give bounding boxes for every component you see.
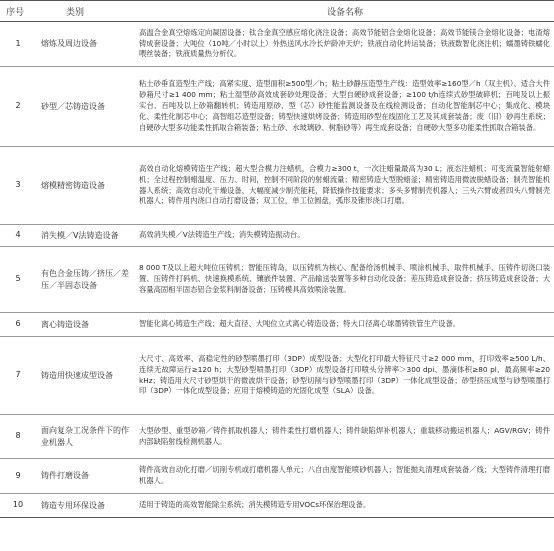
row-number: 8 bbox=[0, 415, 36, 459]
table-row bbox=[0, 67, 554, 147]
row-description: 粘土砂垂直造型生产线；高紧实度、造型面积≥500型／h；粘土砂静压造型生产线：造型效率≥160型／h（双主机）、适合大件砂箱尺寸≥1 400 mm；粘土湿型砂高效成套砂处理设备；大型自硬砂成套设备；≥100 t/h连续式砂型破碎机；百吨及以上振实台、百吨及以上砂箱翻转机；铸造用原砂、型（芯）砂性能监测设备及在线检测设备；自动化智能制芯中心；集成化、模块化、柔性化制芯中心；高智组芯造型设备；铸型快速烘烤设备；铸造用砂型在线固化工艺及其成套装备；废（旧）砂再生系统；自硬砂大型多功能柔性抓取合箱装备；粘土砂、水玻璃砂、树脂砂等）再生成套设备；自硬砂大型多功能柔性抓取合箱装备。 bbox=[136, 67, 554, 147]
row-description: 高效消失模／V法铸造生产线；消失模铸造振动台。 bbox=[136, 225, 554, 247]
row-description: 高效自动化熔模铸造生产线；超大型合模力注蜡机，合模力≥300 t，一次注蜡量最高为30 L；液态注蜡机；可变流量智能射蜡机；全过程控制蜡温度、压力、时间，控制不同阶段的射蜡流量；精密铸造大型脱蜡釜；精密铸造用微波脱蜡设备；制壳智能机器人系统；高效自动化干燥设备，大幅度减少制壳能耗，降低操作技能要求；多头多臂制壳机器人；三头六臂或者四头八臂制壳机器人；铸件用内浇口自动打磨设备；双工位，单工位圆盘，弧形及锥形浇口打磨。 bbox=[136, 147, 554, 225]
row-description: 高温合金真空熔炼定向凝固设备；钛合金真空感应熔化浇注设备；高效节能铝合金熔化设备；高效节能镁合金熔化设备；电渣熔铸成套设备；大吨位（10吨／小时以上）外热送风水冷长炉龄冲天炉；铁液自动化转运装备；铁液数智化浇注机；蠕墨铸铁蠕化喂丝装备；铁液质量热分析仪。 bbox=[136, 22, 554, 67]
row-category: 面向复杂工况条件下的作业机器人 bbox=[36, 415, 136, 459]
table-row bbox=[0, 459, 554, 494]
row-description: 8 000 T及以上超大吨位压铸机；智能压铸岛，以压铸机为核心、配备给汤机械手、喷涂机械手、取件机械手、压铸件切浇口装置、压铸件打码机、快速换模系统、镶嵌件装置、产品输送装置等多种自动化设备；差压铸造成套设备；挤压铸造成套设备；大容量高固相半固态铝合金浆料制备设备；压铸模具高效喷涂装置。 bbox=[136, 247, 554, 313]
table-row bbox=[0, 22, 554, 67]
row-number: 3 bbox=[0, 147, 36, 225]
table-row bbox=[0, 337, 554, 415]
header-equipment-name: 设备名称 bbox=[136, 1, 554, 22]
row-number: 5 bbox=[0, 247, 36, 313]
header-serial-number: 序号 bbox=[0, 1, 36, 22]
row-number: 9 bbox=[0, 459, 36, 494]
row-number: 7 bbox=[0, 337, 36, 415]
row-number: 4 bbox=[0, 225, 36, 247]
row-number: 10 bbox=[0, 494, 36, 518]
row-description: 大型砂型、重型砂箱／铸件抓取机器人；铸件柔性打磨机器人；铸件缺陷焊补机器人；重载移动搬运机器人；AGV/RGV；铸件内部缺陷射线检测机器人。 bbox=[136, 415, 554, 459]
row-category: 砂型／芯铸造设备 bbox=[36, 67, 136, 147]
table-row bbox=[0, 147, 554, 225]
row-description: 铸件高效自动化打磨／切削专机或打磨机器人单元；八自由度智能喷砂机器人；智能抛丸清理成套装备／线；大型铸件清理打磨机器人。 bbox=[136, 459, 554, 494]
table-row bbox=[0, 225, 554, 247]
row-category: 熔炼及周边设备 bbox=[36, 22, 136, 67]
row-category: 熔模精密铸造设备 bbox=[36, 147, 136, 225]
header-category: 类别 bbox=[36, 1, 136, 22]
row-category: 有色合金压铸／挤压／差压／半固态设备 bbox=[36, 247, 136, 313]
table-row bbox=[0, 247, 554, 313]
row-category: 铸件打磨设备 bbox=[36, 459, 136, 494]
row-category: 铸造专用环保设备 bbox=[36, 494, 136, 518]
row-category: 消失模／V法铸造设备 bbox=[36, 225, 136, 247]
row-category: 离心铸造设备 bbox=[36, 313, 136, 337]
table-row bbox=[0, 494, 554, 518]
row-number: 2 bbox=[0, 67, 36, 147]
row-category: 铸造用快速成型设备 bbox=[36, 337, 136, 415]
row-description: 大尺寸、高效率、高稳定性的砂型喷墨打印（3DP）成型设备；大型化打印最大特征尺寸≥2 000 mm，打印效率≥500 L/h、连续无故障运行≥120 h；大型砂型喷墨打印（3DP）成型设备打印喷头分辨率＞300 dpi、墨滴体积≥80 pl、最高频率≥20 kHz；铸造用大尺寸砂型烘干的微波烘干设备；砂型切削与砂型喷墨打印（3DP）一体化成型设备；砂型挤压成型与砂型喷墨打印（3DP）一体化成型设备；应用于熔模铸造的光固化成型（SLA）设备。 bbox=[136, 337, 554, 415]
table-row bbox=[0, 313, 554, 337]
row-description: 智能化离心铸造生产线；超大直径、大吨位立式离心铸造设备；特大口径离心球墨铸铁管生产设备。 bbox=[136, 313, 554, 337]
table-header-row bbox=[0, 1, 554, 22]
row-number: 1 bbox=[0, 22, 36, 67]
row-number: 6 bbox=[0, 313, 36, 337]
row-description: 适用于铸造的高效智能除尘系统；消失模铸造专用VOCs环保治理设备。 bbox=[136, 494, 554, 518]
table-row bbox=[0, 415, 554, 459]
